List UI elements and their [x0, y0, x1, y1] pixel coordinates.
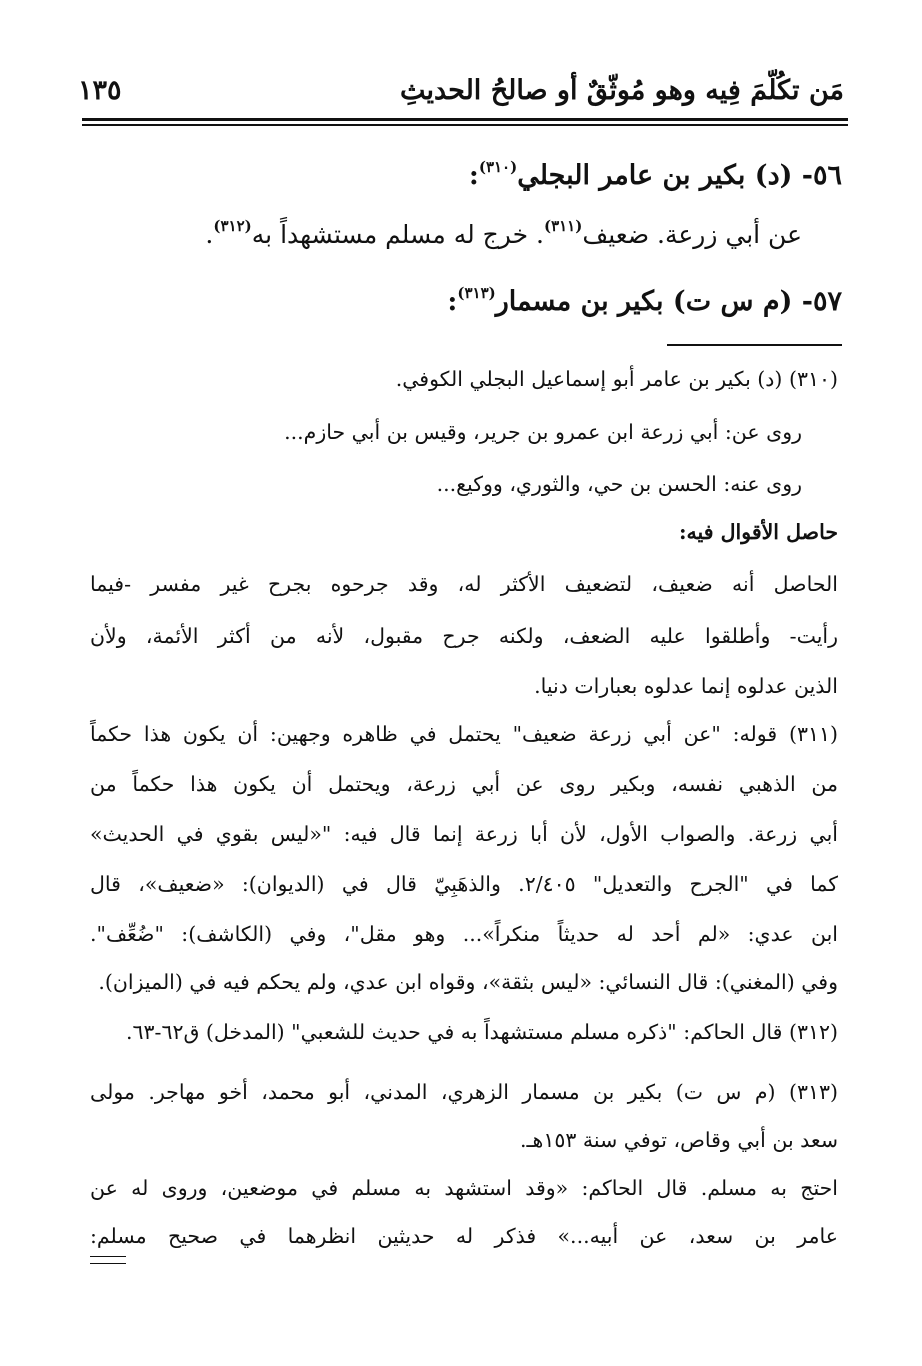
page-number: ١٣٥: [78, 74, 122, 106]
footnote-313-line: عامر بن سعد، عن أبيه...» فذكر له حديثين انظرهما في صحيح مسلم:: [90, 1224, 838, 1248]
footnote-313-line: (٣١٣) (م س ت) بكير بن مسمار الزهري، المدني، أبو محمد، أخو مهاجر. مولى: [90, 1080, 838, 1104]
page-header: [78, 62, 844, 118]
continuation-mark: [90, 1256, 126, 1264]
footnote-ref: (٣١٣): [457, 284, 496, 302]
footnote-311-line: ابن عدي: «لم أحد له حديثاً منكراً»... وهو مقل"، وفي (الكاشف): "ضُعِّف".: [90, 922, 838, 946]
entry-57-heading: [447, 284, 842, 317]
footnote-313-line: احتج به مسلم. قال الحاكم: «وقد استشهد به مسلم في موضعين، وروى له عن: [90, 1176, 838, 1200]
entry-heading-text: ٥٧- (م س ت) بكير بن مسمار: [495, 286, 842, 317]
footnote-ref: (٣١٠): [478, 158, 518, 176]
header-rule-thin: [82, 124, 848, 126]
footnote-310-para-line: الحاصل أنه ضعيف، لتضعيف الأكثر له، وقد جرحوه بجرح غير مفسر -فيما: [90, 572, 838, 596]
header-rule-thick: [82, 118, 848, 121]
footnote-310-para-line: الذين عدلوه إنما عدلوه بعبارات دنيا.: [534, 674, 838, 698]
heading-colon: :: [447, 286, 458, 317]
footnote-311-line: أبي زرعة. والصواب الأول، لأن أبا زرعة إنما قال فيه: "«ليس بقوي في الحديث»: [90, 822, 838, 846]
footnote-310-para-line: رأيت- وأطلقوا عليه الضعف، ولكنه جرح مقبول، لأنه من أكثر الأئمة، ولأن: [90, 624, 838, 648]
entry-56-heading: [469, 158, 842, 191]
footnote-310-line2: روى عن: أبي زرعة ابن عمرو بن جرير، وقيس بن أبي حازم...: [284, 420, 802, 444]
running-title: مَن تكُلّمَ فِيه وهو مُوثّقٌ أو صالحُ الحديثِ: [399, 74, 844, 106]
footnote-310-line1: (٣١٠) (د) بكير بن عامر أبو إسماعيل البجلي الكوفي.: [395, 367, 838, 391]
entry-56-text: [205, 217, 802, 249]
footnote-313-line: سعد بن أبي وقاص، توفي سنة ١٥٣هـ.: [520, 1128, 838, 1152]
entry-heading-text: ٥٦- (د) بكير بن عامر البجلي: [517, 160, 842, 191]
footnote-312-line: (٣١٢) قال الحاكم: "ذكره مسلم مستشهداً به في حديث للشعبي" (المدخل) ق٦٢-٦٣.: [125, 1020, 838, 1044]
footnote-311-line: من الذهبي نفسه، وبكير روى عن أبي زرعة، ويحتمل أن يكون هذا حكماً من: [90, 772, 838, 796]
footnote-310-subheading: حاصل الأقوال فيه:: [678, 520, 838, 544]
entry-text-part: .: [205, 220, 214, 249]
footnote-311-line: كما في "الجرح والتعديل" ٢/٤٠٥. والذهَبِيّ قال في (الديوان): «ضعيف»، قال: [90, 872, 839, 896]
footnote-311-line: (٣١١) قوله: "عن أبي زرعة ضعيف" يحتمل في ظاهره وجهين: أن يكون هذا حكماً: [90, 722, 838, 746]
entry-text-part: عن أبي زرعة. ضعيف: [582, 220, 802, 249]
footnote-ref: (٣١٢): [213, 217, 252, 235]
footnote-separator: [667, 344, 842, 346]
footnote-311-line: وفي (المغني): قال النسائي: «ليس بثقة»، وقواه ابن عدي، ولم يحكم فيه في (الميزان).: [98, 970, 838, 994]
entry-text-part: . خرج له مسلم مستشهداً به: [251, 220, 544, 249]
footnote-310-line3: روى عنه: الحسن بن حي، والثوري، ووكيع...: [436, 472, 802, 496]
heading-colon: :: [468, 160, 479, 191]
footnote-ref: (٣١١): [543, 217, 583, 235]
